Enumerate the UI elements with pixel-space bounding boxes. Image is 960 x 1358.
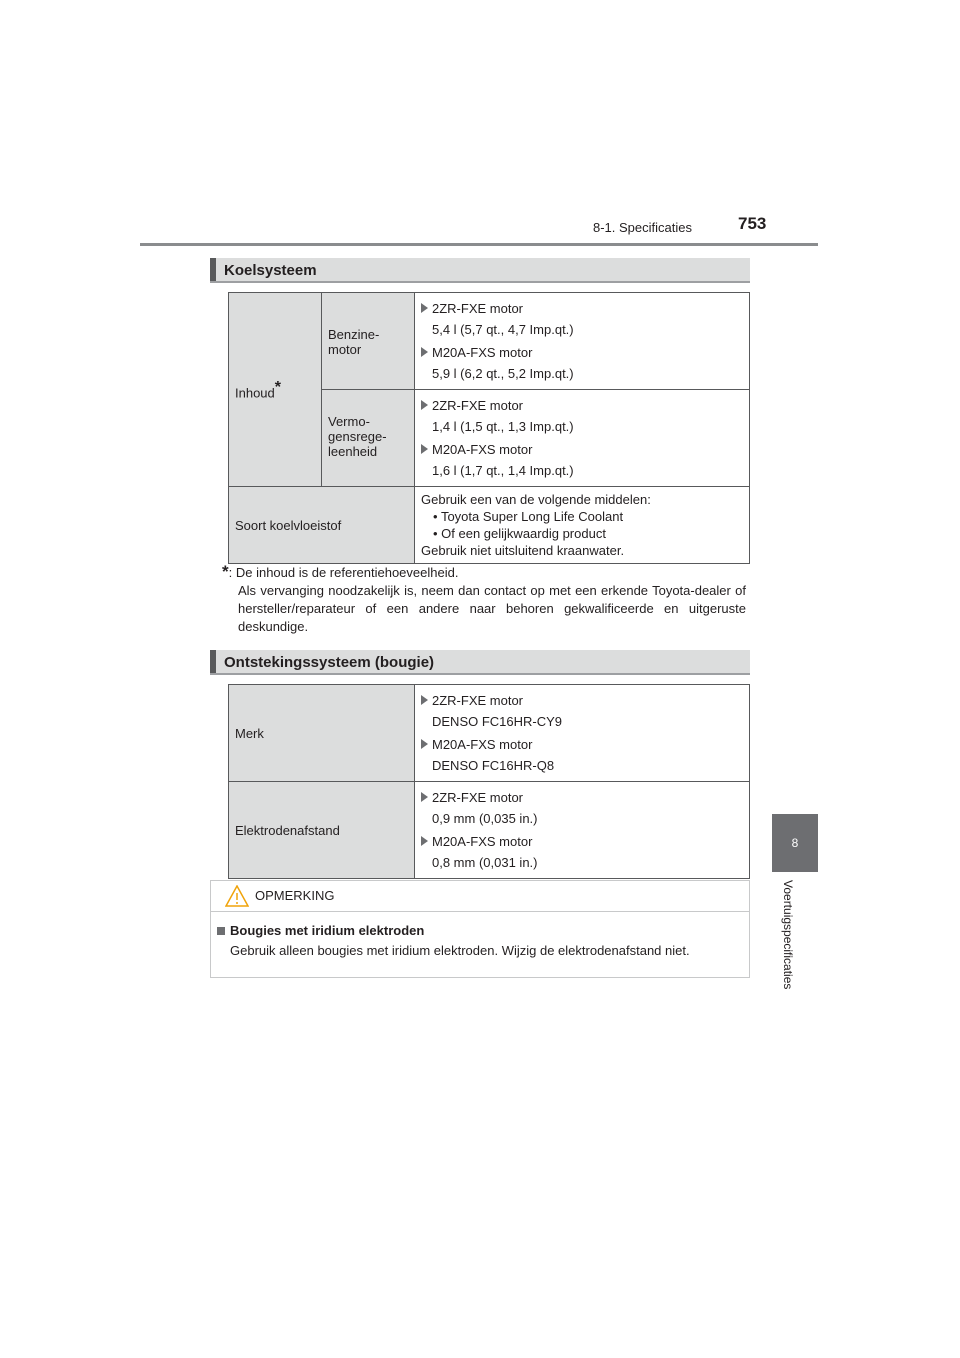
coolant-type-label: Soort koelvloeistof <box>229 487 415 564</box>
sub-label-line: Benzine- <box>328 327 380 342</box>
petrol-engine-label-cell <box>322 293 415 390</box>
notice-header <box>211 881 749 912</box>
arrow-icon <box>421 836 428 846</box>
engine-name: 2ZR-FXE motor <box>432 692 524 708</box>
option-line <box>421 297 743 319</box>
option-value: 5,9 l (6,2 qt., 5,2 Imp.qt.) <box>432 366 574 381</box>
table-row <box>229 782 750 879</box>
capacity-footnote-mark: * <box>274 378 281 396</box>
footnote <box>222 563 746 636</box>
engine-name: M20A-FXS motor <box>432 441 533 457</box>
sub-label-line: Vermo- <box>328 414 370 429</box>
coolant-item: Of een gelijkwaardig product <box>441 526 606 541</box>
square-bullet-icon <box>217 927 225 935</box>
warning-triangle-icon <box>225 885 249 907</box>
arrow-icon <box>421 695 428 705</box>
notice-item-title-text: Bougies met iridium elektroden <box>230 923 425 938</box>
arrow-icon <box>421 792 428 802</box>
option-value: 1,4 l (1,5 qt., 1,3 Imp.qt.) <box>432 419 574 434</box>
cooling-section-title: Koelsysteem <box>224 262 317 279</box>
footnote-lead: : De inhoud is de referentiehoeveelheid. <box>228 565 459 580</box>
coolant-intro: Gebruik een van de volgende middelen: <box>421 492 651 507</box>
option-line <box>421 341 743 363</box>
brand-label: Merk <box>229 685 415 782</box>
table-row <box>229 487 750 564</box>
chapter-label: Voertuigspecificaties <box>781 880 795 990</box>
gap-values <box>415 782 750 879</box>
notice-item-title <box>217 923 424 938</box>
option-value: DENSO FC16HR-CY9 <box>432 714 563 729</box>
option-line <box>421 733 743 755</box>
ignition-spec-table <box>228 684 750 879</box>
option-line <box>421 689 743 711</box>
option-value: DENSO FC16HR-Q8 <box>432 758 555 773</box>
option-line <box>421 830 743 852</box>
footnote-mark: * <box>222 562 229 581</box>
engine-name: M20A-FXS motor <box>432 833 533 849</box>
section-title-text: 8-1. Specificaties <box>593 220 692 235</box>
coolant-outro: Gebruik niet uitsluitend kraanwater. <box>421 543 625 558</box>
option-line <box>421 394 743 416</box>
page-number: 753 <box>738 214 767 233</box>
option-line <box>421 438 743 460</box>
heading-bar <box>210 650 216 673</box>
pcu-label-cell <box>322 390 415 487</box>
option-value: 0,9 mm (0,035 in.) <box>432 811 538 826</box>
coolant-item: Toyota Super Long Life Coolant <box>440 509 624 524</box>
cooling-section-heading <box>210 258 750 283</box>
notice-box <box>210 880 750 978</box>
cooling-spec-table <box>228 292 750 564</box>
pcu-values <box>415 390 750 487</box>
brand-values <box>415 685 750 782</box>
option-value: 5,4 l (5,7 qt., 4,7 Imp.qt.) <box>432 322 574 337</box>
engine-name: M20A-FXS motor <box>432 344 533 360</box>
heading-bar <box>210 258 216 281</box>
arrow-icon <box>421 739 428 749</box>
ignition-section-heading <box>210 650 750 675</box>
notice-label: OPMERKING <box>255 888 335 903</box>
list-item: • Of een gelijkwaardig product <box>433 526 606 541</box>
sub-label-line: motor <box>328 342 362 357</box>
chapter-number: 8 <box>791 836 799 850</box>
option-value: 0,8 mm (0,031 in.) <box>432 855 538 870</box>
header-rule <box>140 243 818 246</box>
notice-item-text: Gebruik alleen bougies met iridium elektroden. Wijzig de elektrodenafstand niet. <box>230 943 690 958</box>
table-row <box>229 685 750 782</box>
engine-name: 2ZR-FXE motor <box>432 300 524 316</box>
chapter-tab <box>772 814 818 872</box>
sub-label-line: gensrege- <box>328 429 387 444</box>
ignition-section-title: Ontstekingssysteem (bougie) <box>224 654 435 671</box>
table-row <box>229 293 750 390</box>
petrol-engine-values <box>415 293 750 390</box>
capacity-label: Inhoud <box>235 385 275 401</box>
arrow-icon <box>421 444 428 454</box>
gap-label: Elektrodenafstand <box>229 782 415 879</box>
arrow-icon <box>421 347 428 357</box>
engine-name: M20A-FXS motor <box>432 736 533 752</box>
arrow-icon <box>421 400 428 410</box>
capacity-label-cell <box>229 293 322 487</box>
list-item: • Toyota Super Long Life Coolant <box>433 509 624 524</box>
engine-name: 2ZR-FXE motor <box>432 397 524 413</box>
sub-label-line: leenheid <box>328 444 378 459</box>
option-line <box>421 786 743 808</box>
option-value: 1,6 l (1,7 qt., 1,4 Imp.qt.) <box>432 463 574 478</box>
arrow-icon <box>421 303 428 313</box>
engine-name: 2ZR-FXE motor <box>432 789 524 805</box>
coolant-type-values <box>415 487 750 564</box>
footnote-body: Als vervanging noodzakelijk is, neem dan contact op met een erkende Toyota-dealer of hersteller/reparateur of een andere naar behoren gekwalificeerde en uitgeruste deskundige. <box>238 583 746 634</box>
